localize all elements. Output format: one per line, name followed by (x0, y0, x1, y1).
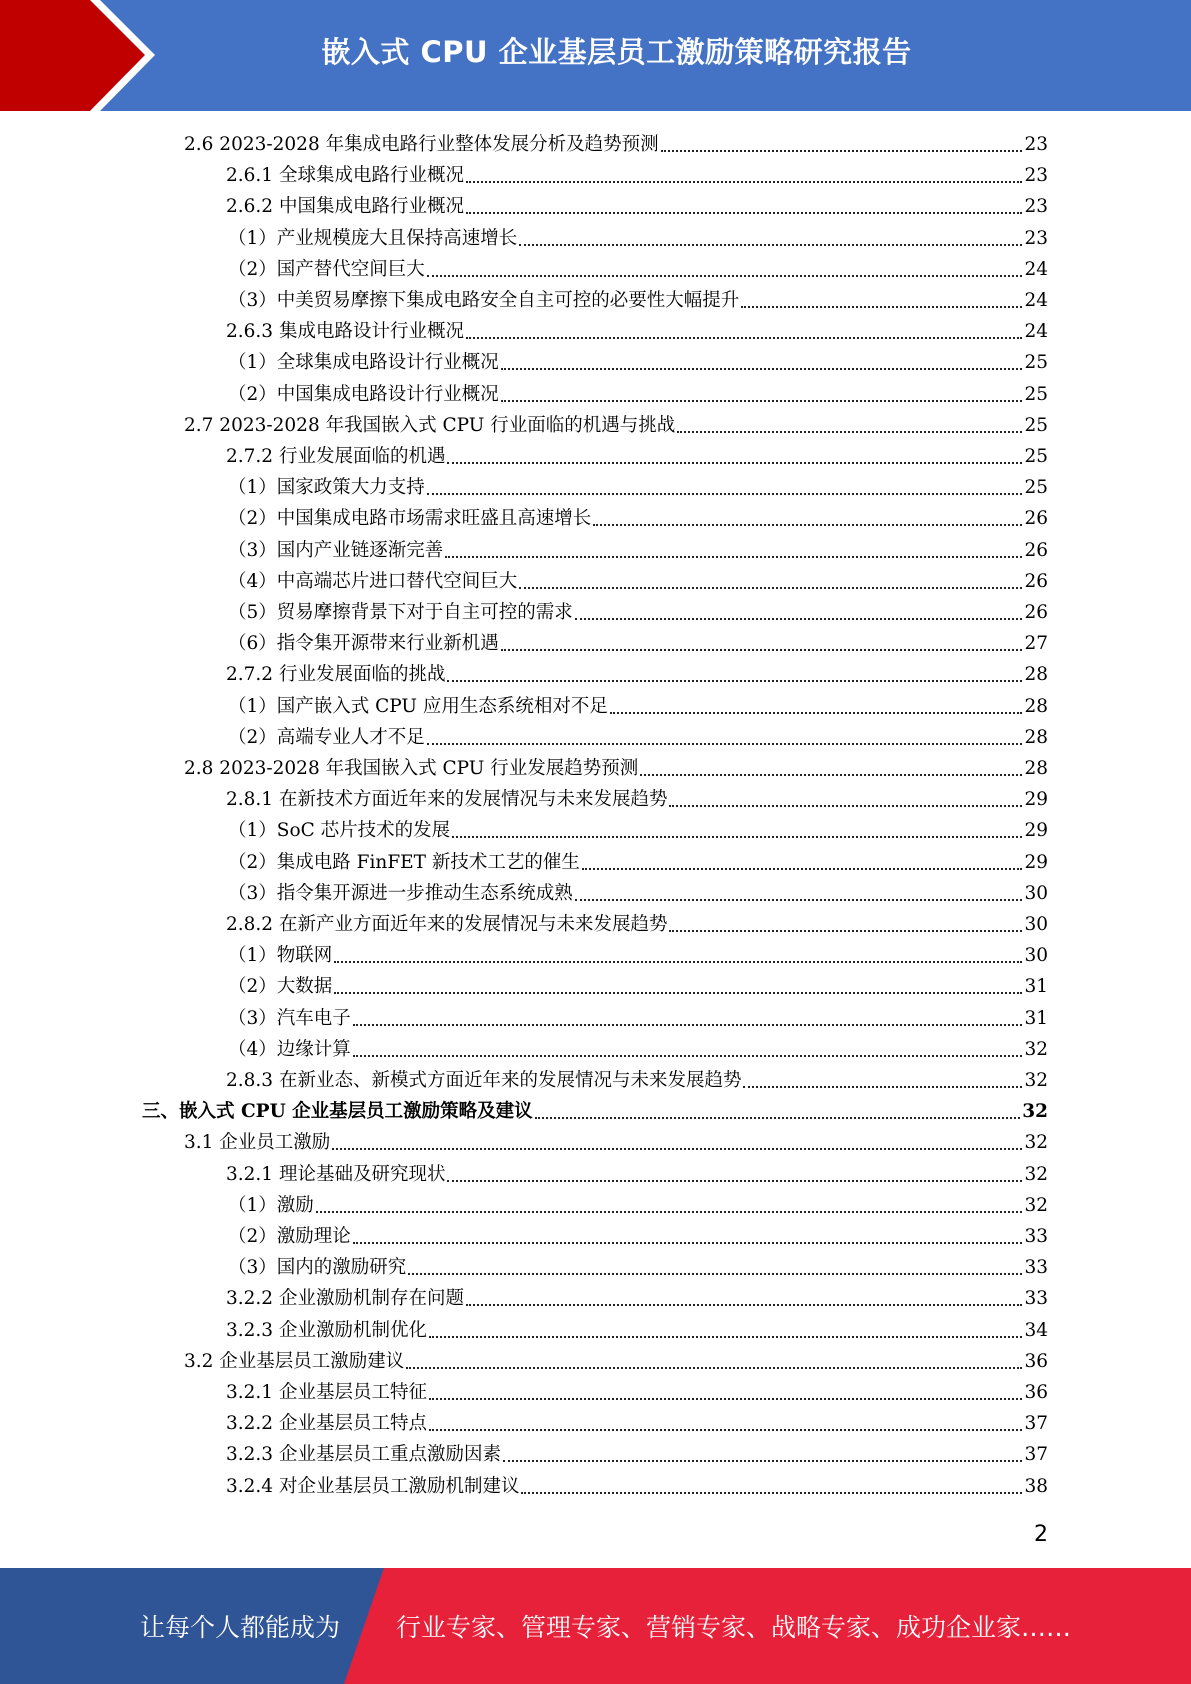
toc-leader-dots (503, 1460, 1022, 1462)
toc-entry[interactable] (226, 1469, 1048, 1500)
toc-entry[interactable] (228, 377, 1048, 408)
report-title: 嵌入式 CPU 企业基层员工激励策略研究报告 (321, 34, 912, 69)
toc-entry-page: 24 (1024, 258, 1048, 280)
toc-leader-dots (429, 1398, 1022, 1400)
toc-entry[interactable] (184, 1344, 1048, 1375)
toc-entry[interactable] (142, 1094, 1048, 1125)
toc-entry[interactable] (226, 907, 1048, 938)
toc-entry[interactable] (228, 221, 1048, 252)
toc-entry[interactable] (184, 408, 1048, 439)
toc-entry-page: 27 (1024, 633, 1048, 655)
toc-leader-dots (429, 1336, 1022, 1338)
toc-entry[interactable] (184, 751, 1048, 782)
toc-leader-dots (353, 1024, 1023, 1026)
toc-entry-label: （1）国产嵌入式 CPU 应用生态系统相对不足 (228, 695, 608, 717)
toc-leader-dots (353, 1242, 1023, 1244)
toc-entry-label: （2）国产替代空间巨大 (228, 258, 425, 280)
toc-entry[interactable] (226, 1157, 1048, 1188)
toc-entry[interactable] (226, 1281, 1048, 1312)
toc-leader-dots (661, 150, 1023, 152)
toc-leader-dots (575, 618, 1023, 620)
toc-leader-dots (332, 1148, 1022, 1150)
toc-entry-label: （2）中国集成电路设计行业概况 (228, 383, 499, 405)
toc-entry[interactable] (228, 720, 1048, 751)
toc-entry-page: 30 (1024, 945, 1048, 967)
toc-entry[interactable] (228, 938, 1048, 969)
toc-leader-dots (429, 1429, 1022, 1431)
toc-leader-dots (447, 680, 1022, 682)
toc-entry-label: （3）国内的激励研究 (228, 1257, 407, 1279)
toc-entry[interactable] (226, 189, 1048, 220)
toc-entry[interactable] (228, 564, 1048, 595)
toc-leader-dots (521, 1492, 1022, 1494)
toc-entry-page: 25 (1024, 446, 1048, 467)
toc-leader-dots (353, 1055, 1023, 1057)
toc-entry-page: 29 (1024, 789, 1048, 811)
toc-entry[interactable] (226, 158, 1048, 189)
toc-entry[interactable] (226, 439, 1048, 470)
toc-leader-dots (334, 992, 1022, 994)
toc-entry-page: 28 (1024, 664, 1048, 686)
toc-entry[interactable] (184, 1125, 1048, 1156)
toc-entry-page: 31 (1024, 976, 1048, 998)
toc-entry[interactable] (228, 1001, 1048, 1032)
toc-entry-page: 28 (1024, 726, 1048, 748)
toc-entry-label: 2.8.1 在新技术方面近年来的发展情况与未来发展趋势 (226, 789, 668, 811)
toc-leader-dots (408, 1273, 1022, 1275)
toc-entry-page: 26 (1024, 508, 1048, 530)
toc-entry-page: 33 (1024, 1257, 1048, 1279)
toc-entry-page: 34 (1024, 1319, 1048, 1341)
toc-leader-dots (743, 1086, 1022, 1088)
toc-entry-label: 2.8 2023-2028 年我国嵌入式 CPU 行业发展趋势预测 (184, 758, 639, 779)
toc-entry-label: （3）指令集开源进一步推动生态系统成熟 (228, 882, 573, 904)
toc-entry-page: 25 (1024, 352, 1048, 374)
toc-entry-label: 3.2.4 对企业基层员工激励机制建议 (226, 1475, 520, 1497)
toc-entry-label: 3.2.3 企业激励机制优化 (226, 1319, 427, 1341)
toc-entry[interactable] (184, 127, 1048, 158)
toc-entry-label: 2.7 2023-2028 年我国嵌入式 CPU 行业面临的机遇与挑战 (184, 414, 676, 436)
toc-entry-page: 28 (1024, 695, 1048, 717)
toc-entry-label: 2.8.2 在新产业方面近年来的发展情况与未来发展趋势 (226, 914, 668, 935)
toc-entry-page: 30 (1024, 882, 1048, 904)
toc-entry-label: （1）SoC 芯片技术的发展 (228, 820, 451, 842)
toc-entry-page: 33 (1024, 1288, 1048, 1310)
toc-entry-page: 36 (1024, 1350, 1048, 1372)
toc-leader-dots (406, 1367, 1022, 1369)
toc-entry-page: 36 (1024, 1382, 1048, 1403)
toc-leader-dots (610, 712, 1023, 714)
toc-leader-dots (447, 462, 1022, 464)
toc-entry-page: 33 (1024, 1226, 1048, 1247)
toc-leader-dots (466, 1304, 1022, 1306)
toc-entry-label: 3.2.2 企业基层员工特点 (226, 1413, 427, 1435)
toc-entry-page: 32 (1024, 1038, 1048, 1060)
toc-entry-page: 24 (1024, 321, 1048, 343)
toc-entry-label: 三、嵌入式 CPU 企业基层员工激励策略及建议 (142, 1101, 533, 1123)
toc-entry-label: （1）物联网 (228, 945, 333, 967)
toc-entry-page: 23 (1024, 227, 1048, 249)
toc-entry-label: （1）国家政策大力支持 (228, 477, 425, 499)
toc-entry-label: （2）集成电路 FinFET 新技术工艺的催生 (228, 851, 580, 873)
toc-entry-page: 26 (1024, 570, 1048, 592)
toc-entry-page: 32 (1022, 1101, 1048, 1123)
toc-entry-label: （1）产业规模庞大且保持高速增长 (228, 227, 518, 249)
toc-leader-dots (519, 244, 1022, 246)
toc-entry-page: 23 (1024, 165, 1048, 187)
toc-entry[interactable] (226, 657, 1048, 688)
toc-leader-dots (669, 930, 1022, 932)
toc-entry[interactable] (228, 845, 1048, 876)
toc-leader-dots (519, 587, 1022, 589)
toc-entry[interactable] (228, 1219, 1048, 1250)
toc-entry-page: 29 (1024, 851, 1048, 873)
footer-band (0, 1568, 1191, 1684)
toc-entry[interactable] (226, 1063, 1048, 1094)
toc-leader-dots (535, 1117, 1021, 1119)
toc-entry-label: 3.2.1 理论基础及研究现状 (226, 1163, 446, 1185)
toc-entry[interactable] (228, 345, 1048, 376)
toc-entry-label: （3）中美贸易摩擦下集成电路安全自主可控的必要性大幅提升 (228, 290, 740, 311)
toc-entry-page: 32 (1024, 1194, 1048, 1216)
toc-entry[interactable] (228, 969, 1048, 1000)
toc-entry[interactable] (228, 533, 1048, 564)
toc-entry[interactable] (228, 626, 1048, 657)
toc-entry-label: 2.7.2 行业发展面临的挑战 (226, 664, 446, 686)
toc-entry-label: 2.6.2 中国集成电路行业概况 (226, 196, 464, 218)
toc-entry-label: （1）全球集成电路设计行业概况 (228, 352, 499, 374)
toc-entry-label: （2）中国集成电路市场需求旺盛且高速增长 (228, 508, 592, 530)
toc-entry[interactable] (228, 595, 1048, 626)
footer-slogan-left: 让每个人都能成为 (140, 1613, 341, 1642)
toc-entry[interactable] (228, 813, 1048, 844)
toc-entry-label: 3.2 企业基层员工激励建议 (184, 1350, 405, 1372)
toc-entry-label: （3）汽车电子 (228, 1007, 351, 1029)
footer-slogan-right: 行业专家、管理专家、营销专家、战略专家、成功企业家…… (396, 1613, 1072, 1642)
toc-entry-page: 32 (1024, 1163, 1048, 1185)
toc-entry-label: （5）贸易摩擦背景下对于自主可控的需求 (228, 602, 573, 623)
toc-leader-dots (741, 306, 1022, 308)
toc-entry-page: 37 (1024, 1444, 1048, 1466)
toc-leader-dots (466, 337, 1022, 339)
toc-entry-label: （2）高端专业人才不足 (228, 726, 425, 748)
toc-entry-page: 25 (1024, 383, 1048, 405)
toc-entry-label: （6）指令集开源带来行业新机遇 (228, 633, 499, 655)
toc-entry[interactable] (228, 876, 1048, 907)
toc-leader-dots (447, 1180, 1022, 1182)
toc-leader-dots (316, 1211, 1023, 1213)
toc-entry-label: 3.2.2 企业激励机制存在问题 (226, 1288, 464, 1310)
toc-entry-page: 23 (1024, 134, 1048, 155)
toc-entry[interactable] (226, 1406, 1048, 1437)
toc-leader-dots (427, 743, 1023, 745)
toc-entry-page: 23 (1024, 196, 1048, 218)
toc-entry-label: 3.2.1 企业基层员工特征 (226, 1382, 427, 1403)
toc-leader-dots (640, 774, 1022, 776)
toc-entry-page: 31 (1024, 1007, 1048, 1029)
toc-entry[interactable] (228, 470, 1048, 501)
toc-entry-label: 2.7.2 行业发展面临的机遇 (226, 446, 446, 467)
toc-entry-page: 25 (1024, 477, 1048, 499)
toc-leader-dots (445, 556, 1022, 558)
toc-entry[interactable] (228, 1032, 1048, 1063)
toc-entry-page: 24 (1024, 290, 1048, 311)
toc-entry-page: 38 (1024, 1475, 1048, 1497)
toc-entry-label: （1）激励 (228, 1194, 314, 1216)
toc-leader-dots (501, 649, 1023, 651)
toc-entry-page: 28 (1024, 758, 1048, 779)
toc-entry[interactable] (228, 283, 1048, 314)
toc-entry-label: （4）边缘计算 (228, 1038, 351, 1060)
toc-entry-label: 2.6.1 全球集成电路行业概况 (226, 165, 464, 187)
toc-leader-dots (466, 181, 1022, 183)
toc-entry-page: 29 (1024, 820, 1048, 842)
toc-entry-label: 3.1 企业员工激励 (184, 1132, 331, 1154)
toc-leader-dots (466, 212, 1022, 214)
toc-entry[interactable] (226, 1437, 1048, 1468)
toc-leader-dots (575, 899, 1023, 901)
toc-entry[interactable] (226, 314, 1048, 345)
toc-leader-dots (427, 493, 1023, 495)
toc-leader-dots (334, 961, 1022, 963)
toc-entry-label: （4）中高端芯片进口替代空间巨大 (228, 570, 518, 592)
toc-entry-page: 26 (1024, 602, 1048, 623)
toc-entry-page: 25 (1024, 414, 1048, 436)
toc-entry-page: 37 (1024, 1413, 1048, 1435)
header-band (0, 0, 1191, 111)
toc-leader-dots (582, 868, 1023, 870)
toc-entry[interactable] (228, 501, 1048, 532)
toc-entry-label: 2.8.3 在新业态、新模式方面近年来的发展情况与未来发展趋势 (226, 1070, 742, 1091)
toc-entry-page: 30 (1024, 914, 1048, 935)
toc-entry-label: 2.6 2023-2028 年集成电路行业整体发展分析及趋势预测 (184, 134, 659, 155)
toc-entry[interactable] (228, 252, 1048, 283)
toc-entry[interactable] (226, 1313, 1048, 1344)
toc-entry-label: （3）国内产业链逐渐完善 (228, 539, 444, 561)
page-number: 2 (1034, 1522, 1048, 1547)
toc-leader-dots (452, 836, 1022, 838)
toc-entry-page: 32 (1024, 1132, 1048, 1154)
toc-entry-label: （2）大数据 (228, 976, 333, 998)
toc-entry[interactable] (226, 1375, 1048, 1406)
toc-leader-dots (501, 368, 1023, 370)
toc-entry[interactable] (228, 1250, 1048, 1281)
toc-leader-dots (501, 400, 1023, 402)
toc-leader-dots (677, 431, 1022, 433)
toc-entry-label: （2）激励理论 (228, 1226, 351, 1247)
toc-leader-dots (593, 524, 1022, 526)
toc-entry-page: 32 (1024, 1070, 1048, 1091)
toc-entry[interactable] (228, 1188, 1048, 1219)
toc-leader-dots (427, 275, 1023, 277)
toc-entry-label: 3.2.3 企业基层员工重点激励因素 (226, 1444, 501, 1466)
toc-entry[interactable] (228, 689, 1048, 720)
toc-entry-page: 26 (1024, 539, 1048, 561)
toc-entry-label: 2.6.3 集成电路设计行业概况 (226, 321, 464, 343)
toc-leader-dots (669, 805, 1022, 807)
toc-entry[interactable] (226, 782, 1048, 813)
